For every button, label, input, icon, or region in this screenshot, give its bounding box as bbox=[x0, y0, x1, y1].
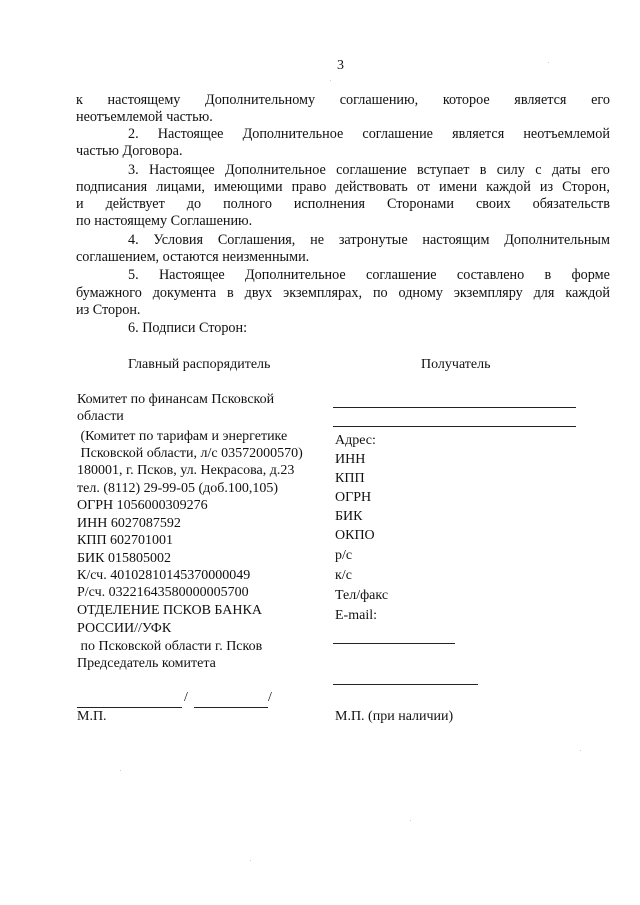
word: право bbox=[291, 179, 327, 195]
word: Сторон, bbox=[562, 179, 610, 195]
recipient-position-line bbox=[333, 643, 455, 644]
word: из bbox=[539, 179, 554, 195]
left-party-line: Комитет по финансам Псковской bbox=[77, 392, 275, 407]
word: его bbox=[591, 162, 610, 178]
word: не bbox=[310, 232, 325, 248]
word: Соглашения, bbox=[217, 232, 296, 248]
left-party-line: Р/сч. 03221643580000005700 bbox=[77, 585, 249, 600]
word: по bbox=[372, 285, 388, 301]
word: Дополнительным bbox=[504, 232, 610, 248]
left-party-line: КПП 602701001 bbox=[77, 533, 174, 548]
left-party-line: тел. (8112) 29-99-05 (доб.100,105) bbox=[77, 481, 279, 496]
word: для bbox=[533, 285, 555, 301]
signature-slash: / bbox=[268, 690, 272, 705]
word: Дополнительное bbox=[242, 126, 344, 142]
word: 5. bbox=[128, 267, 139, 283]
word: бумажного bbox=[76, 285, 142, 301]
left-party-line: БИК 015805002 bbox=[77, 551, 171, 566]
field-inn-label: ИНН bbox=[335, 452, 366, 467]
word: лицами, bbox=[156, 179, 205, 195]
left-party-line: К/сч. 40102810145370000049 bbox=[77, 568, 251, 583]
left-party-line: области bbox=[77, 409, 124, 424]
word: настоящему bbox=[107, 92, 181, 108]
left-party-line: ИНН 6027087592 bbox=[77, 516, 181, 531]
word: имени bbox=[439, 179, 478, 195]
word: экземпляру bbox=[453, 285, 523, 301]
word: силу bbox=[496, 162, 525, 178]
field-phone-fax-label: Тел/факс bbox=[335, 588, 389, 603]
field-address-label: Адрес: bbox=[335, 433, 376, 448]
word: Настоящее bbox=[148, 162, 215, 178]
field-rs-label: р/с bbox=[335, 548, 353, 563]
field-okpo-label: ОКПО bbox=[335, 528, 375, 543]
word: в bbox=[227, 285, 234, 301]
paragraph-4-line-1 bbox=[128, 232, 610, 249]
word: соглашение bbox=[336, 162, 407, 178]
word: которое bbox=[442, 92, 490, 108]
signature-name-line bbox=[194, 707, 268, 708]
word: в bbox=[544, 267, 552, 283]
left-party-line: ОТДЕЛЕНИЕ ПСКОВ БАНКА bbox=[77, 603, 262, 618]
scan-speck bbox=[410, 820, 411, 821]
word: действует bbox=[105, 196, 165, 212]
paragraph-2-line-2: частью Договора. bbox=[76, 143, 183, 159]
scan-speck bbox=[548, 62, 549, 63]
word: Дополнительному bbox=[205, 92, 316, 108]
left-stamp-label: М.П. bbox=[77, 709, 107, 724]
word: в bbox=[479, 162, 487, 178]
word: своих bbox=[475, 196, 511, 212]
right-stamp-label: М.П. (при наличии) bbox=[335, 709, 454, 724]
word: Дополнительное bbox=[244, 267, 346, 283]
paragraph-3-line-3 bbox=[76, 196, 610, 213]
word: с bbox=[535, 162, 542, 178]
word: его bbox=[591, 92, 610, 108]
scan-speck bbox=[580, 750, 581, 751]
word: подписания bbox=[76, 179, 148, 195]
word: 2. bbox=[128, 126, 139, 142]
word: двух bbox=[244, 285, 273, 301]
word: исполнения bbox=[293, 196, 365, 212]
word: 4. bbox=[128, 232, 139, 248]
scan-speck bbox=[330, 80, 331, 81]
paragraph-5-line-2 bbox=[76, 285, 610, 302]
left-party-line: Председатель комитета bbox=[77, 656, 216, 671]
word: неотъемлемой bbox=[523, 126, 610, 142]
left-party-line: ОГРН 1056000309276 bbox=[77, 498, 208, 513]
word: Условия bbox=[153, 232, 204, 248]
word: полного bbox=[223, 196, 272, 212]
paragraph-6: 6. Подписи Сторон: bbox=[128, 320, 248, 336]
word: документа bbox=[152, 285, 217, 301]
left-party-line: Псковской области, л/с 03572000570) bbox=[77, 446, 303, 461]
word: одному bbox=[398, 285, 443, 301]
field-email-label: E-mail: bbox=[335, 608, 377, 623]
paragraph-4-line-2: соглашением, остаются неизменными. bbox=[76, 249, 310, 265]
paragraph-3-line-1 bbox=[128, 162, 610, 179]
word: Настоящее bbox=[158, 267, 225, 283]
word: соглашение bbox=[366, 267, 437, 283]
left-party-heading: Главный распорядитель bbox=[128, 357, 271, 372]
left-party-line: по Псковской области г. Псков bbox=[77, 639, 263, 654]
field-bik-label: БИК bbox=[335, 509, 363, 524]
word: вступает bbox=[417, 162, 470, 178]
paragraph-3-line-2 bbox=[76, 179, 610, 196]
word: соглашению, bbox=[339, 92, 419, 108]
word: составлено bbox=[456, 267, 525, 283]
scan-speck bbox=[120, 770, 121, 771]
word: даты bbox=[551, 162, 581, 178]
word: является bbox=[452, 126, 505, 142]
field-ogrn-label: ОГРН bbox=[335, 490, 372, 505]
paragraph-1-line-1 bbox=[76, 92, 610, 109]
right-party-heading: Получатель bbox=[421, 357, 491, 372]
left-party-line: (Комитет по тарифам и энергетике bbox=[77, 429, 288, 444]
word: обязательств bbox=[532, 196, 610, 212]
word: действовать bbox=[335, 179, 408, 195]
recipient-signature-line bbox=[333, 684, 478, 685]
word: имеющими bbox=[213, 179, 283, 195]
word: до bbox=[186, 196, 202, 212]
word: к bbox=[76, 92, 83, 108]
paragraph-1-line-2: неотъемлемой частью. bbox=[76, 109, 213, 125]
scan-speck bbox=[250, 860, 251, 861]
word: каждой bbox=[565, 285, 610, 301]
word: соглашение bbox=[362, 126, 433, 142]
recipient-name-line bbox=[333, 407, 576, 408]
paragraph-5-line-1 bbox=[128, 267, 610, 284]
word: Настоящее bbox=[157, 126, 224, 142]
recipient-name-line bbox=[333, 426, 576, 427]
field-kpp-label: КПП bbox=[335, 471, 365, 486]
word: форме bbox=[571, 267, 610, 283]
word: 3. bbox=[128, 162, 139, 178]
paragraph-2-line-1 bbox=[128, 126, 610, 143]
field-ks-label: к/с bbox=[335, 568, 352, 583]
paragraph-5-line-3: из Сторон. bbox=[76, 302, 141, 318]
paragraph-3-line-4: по настоящему Соглашению. bbox=[76, 213, 253, 229]
word: каждой bbox=[486, 179, 531, 195]
signature-slash: / bbox=[184, 690, 188, 705]
left-party-line: 180001, г. Псков, ул. Некрасова, д.23 bbox=[77, 463, 295, 478]
word: и bbox=[76, 196, 84, 212]
word: затронутые bbox=[338, 232, 408, 248]
word: экземплярах, bbox=[283, 285, 363, 301]
word: Сторонами bbox=[386, 196, 454, 212]
word: от bbox=[416, 179, 430, 195]
signature-line bbox=[77, 707, 182, 708]
word: настоящим bbox=[422, 232, 490, 248]
left-party-line: РОССИИ//УФК bbox=[77, 621, 172, 636]
page-number: 3 bbox=[337, 58, 344, 73]
word: является bbox=[514, 92, 567, 108]
word: Дополнительное bbox=[225, 162, 326, 178]
